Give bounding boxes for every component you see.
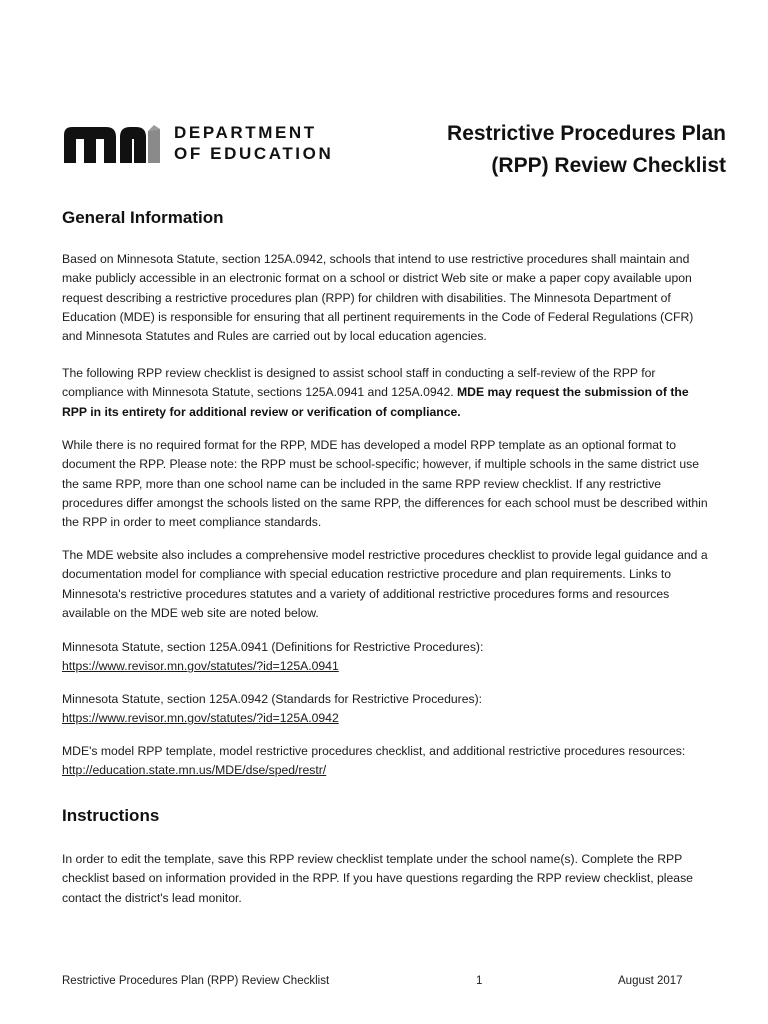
reference-3-link[interactable]: http://education.state.mn.us/MDE/dse/sped/restr/ [62, 763, 327, 778]
mde-logo [62, 120, 333, 166]
footer-page-number: 1 [476, 975, 483, 987]
general-information-heading: General Information [62, 208, 224, 227]
logo-line-1: DEPARTMENT [174, 123, 317, 142]
footer-date: August 2017 [618, 975, 683, 987]
title-line-1: Restrictive Procedures Plan [447, 122, 726, 145]
paragraph-2-bold-text: MDE may request the submission of the RPP in its entirety for additional review or verification of compliance. [62, 385, 689, 419]
instructions-paragraph: In order to edit the template, save this RPP review checklist template under the school name(s). Complete the RPP checklist based on information provided in the RPP. If you have questions regarding the RPP review checklist, please contact the district's lead monitor. [62, 852, 693, 905]
reference-1-label: Minnesota Statute, section 125A.0941 (Definitions for Restrictive Procedures): [62, 640, 484, 654]
reference-2-link[interactable]: https://www.revisor.mn.gov/statutes/?id=125A.0942 [62, 711, 339, 726]
instructions-heading: Instructions [62, 806, 160, 825]
mn-logo-icon [62, 123, 162, 163]
reference-3 [62, 742, 712, 781]
paragraph-2-text: The following RPP review checklist is designed to assist school staff in conducting a self-review of the RPP for compliance with Minnesota Statute, sections 125A.0941 and 125A.0942. [62, 366, 656, 400]
title-line-2: (RPP) Review Checklist [491, 154, 726, 177]
reference-3-label: MDE's model RPP template, model restrictive procedures checklist, and additional restrictive procedures resources: [62, 744, 686, 758]
general-paragraph-4: The MDE website also includes a comprehensive model restrictive procedures checklist to provide legal guidance and a documentation model for compliance with special education restrictive procedure and plan requirements. Links to Minnesota's restrictive procedures statutes and a variety of additional restrictive procedures forms and resources available on the MDE web site are noted below. [62, 548, 708, 620]
reference-1-link[interactable]: https://www.revisor.mn.gov/statutes/?id=125A.0941 [62, 659, 339, 674]
general-paragraph-2 [62, 364, 712, 422]
reference-1 [62, 638, 712, 677]
logo-line-2: OF EDUCATION [174, 144, 334, 163]
footer-title: Restrictive Procedures Plan (RPP) Review Checklist [62, 975, 330, 987]
document-title [386, 118, 726, 182]
general-paragraph-1: Based on Minnesota Statute, section 125A.0942, schools that intend to use restrictive procedures shall maintain and make publicly accessible in an electronic format on a school or district Web site or make a paper copy available upon request describing a restrictive procedures plan (RPP) for children with disabilities. The Minnesota Department of Education (MDE) is responsible for ensuring that all pertinent requirements in the Code of Federal Regulations (CFR) and Minnesota Statutes and Rules are carried out by local education agencies. [62, 252, 694, 344]
reference-2-label: Minnesota Statute, section 125A.0942 (Standards for Restrictive Procedures): [62, 692, 483, 706]
general-paragraph-3: While there is no required format for the RPP, MDE has developed a model RPP template as an optional format to document the RPP. Please note: the RPP must be school-specific; however, if multiple schools in the same district use the same RPP, more than one school name can be included in the same RPP review checklist. If any restrictive procedures differ amongst the schools listed on the same RPP, the differences for each school must be described within the RPP in order to meet compliance standards. [62, 438, 708, 530]
reference-2 [62, 690, 712, 729]
